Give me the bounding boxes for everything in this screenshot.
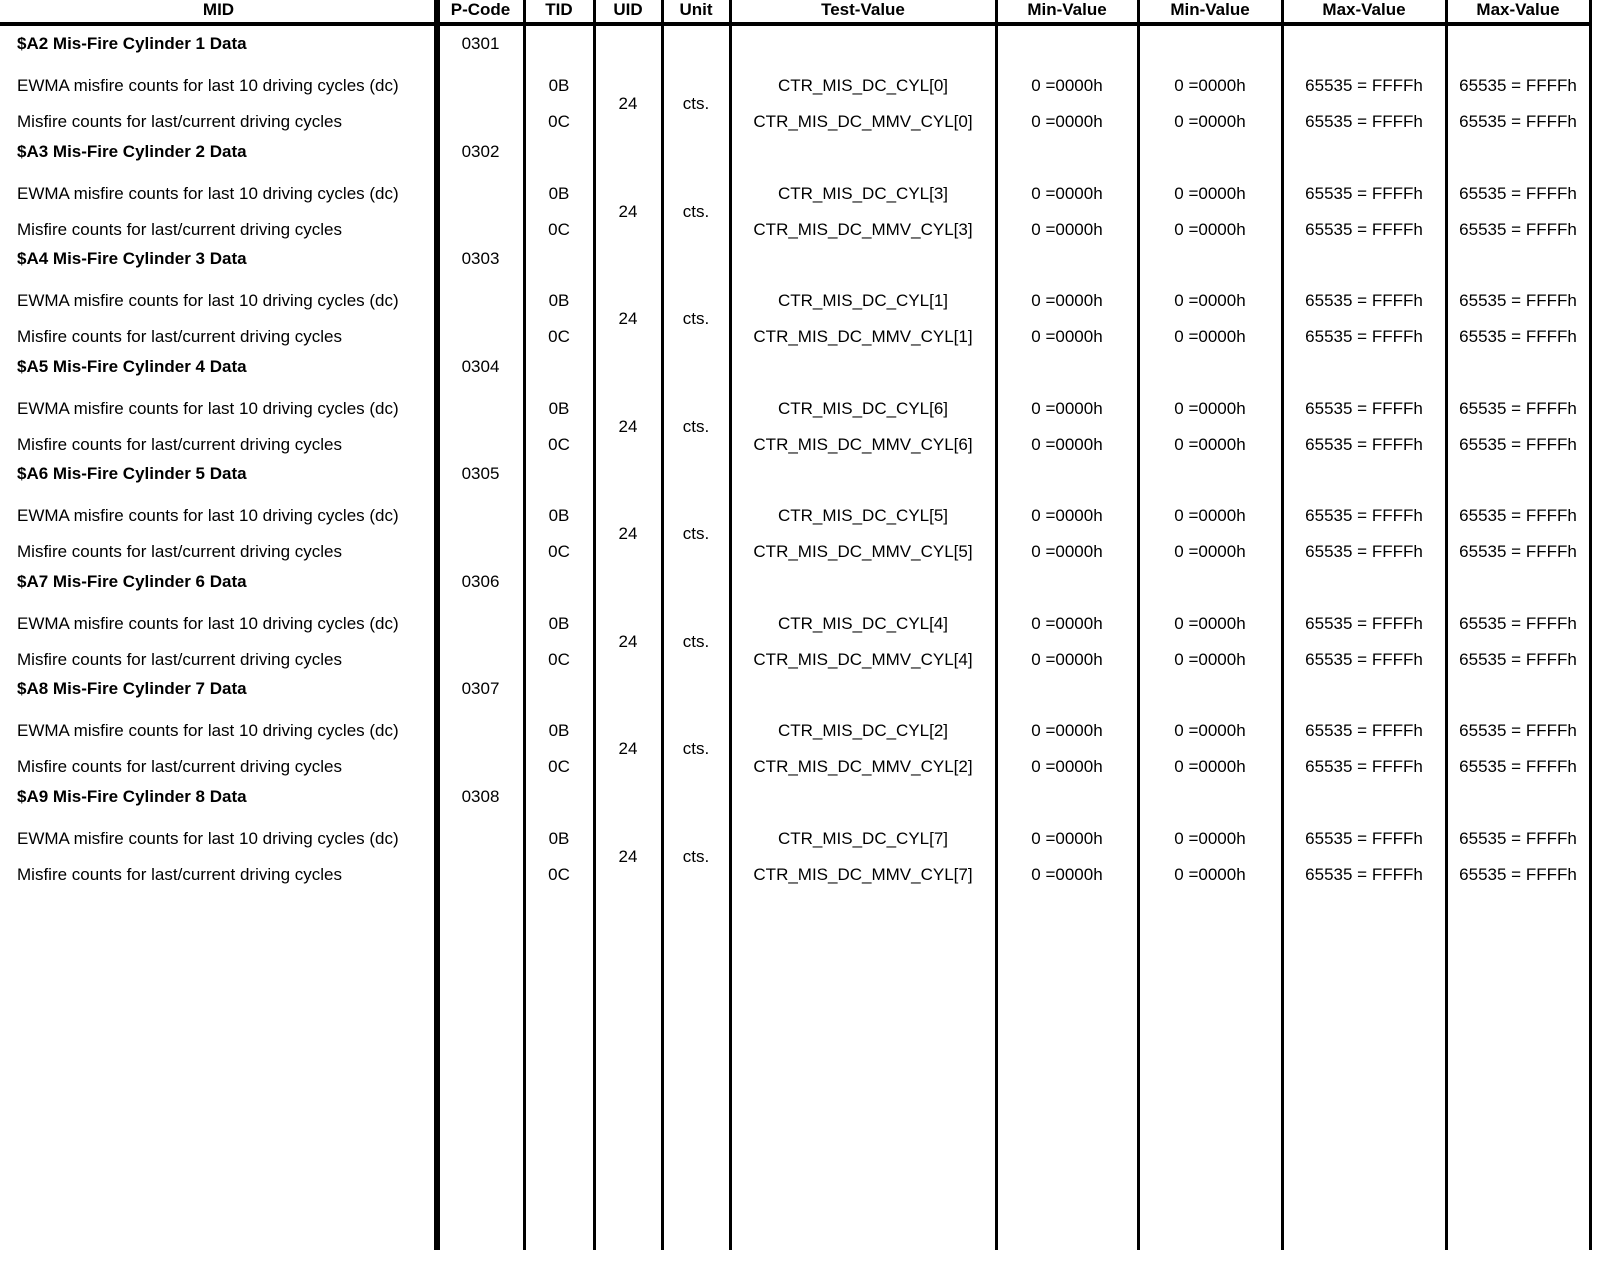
min-value-1: 0 =0000h bbox=[1031, 828, 1103, 848]
test-value: CTR_MIS_DC_MMV_CYL[3] bbox=[753, 219, 973, 239]
max-value-2: 65535 = FFFFh bbox=[1459, 398, 1577, 418]
max-value-2: 65535 = FFFFh bbox=[1459, 112, 1577, 131]
min-value-2: 0 =0000h bbox=[1174, 613, 1246, 633]
uid-value: 24 bbox=[618, 631, 638, 651]
max-value-1: 65535 = FFFFh bbox=[1305, 183, 1423, 203]
row-description: EWMA misfire counts for last 10 driving cycles (dc) bbox=[17, 291, 399, 310]
tid-value: 0C bbox=[548, 327, 570, 346]
min-value-1: 0 =0000h bbox=[1031, 649, 1103, 669]
tid-value: 0C bbox=[548, 219, 570, 239]
column-header-pcode: P-Code bbox=[450, 0, 511, 19]
min-value-2: 0 =0000h bbox=[1174, 219, 1246, 239]
uid-value: 24 bbox=[618, 524, 638, 543]
group-title: $A3 Mis-Fire Cylinder 2 Data bbox=[17, 141, 247, 161]
max-value-1: 65535 = FFFFh bbox=[1305, 649, 1423, 669]
row-description: Misfire counts for last/current driving cycles bbox=[17, 649, 342, 669]
column-header-mid: MID bbox=[202, 0, 235, 19]
test-value: CTR_MIS_DC_MMV_CYL[4] bbox=[753, 649, 973, 669]
tid-value: 0B bbox=[548, 76, 570, 95]
min-value-2: 0 =0000h bbox=[1174, 112, 1246, 131]
uid-value: 24 bbox=[618, 846, 638, 866]
tid-value: 0C bbox=[548, 864, 570, 884]
pcode: 0306 bbox=[461, 571, 500, 591]
max-value-2: 65535 = FFFFh bbox=[1459, 434, 1577, 454]
min-value-1: 0 =0000h bbox=[1031, 398, 1103, 418]
row-description: EWMA misfire counts for last 10 driving cycles (dc) bbox=[17, 398, 399, 418]
max-value-2: 65535 = FFFFh bbox=[1459, 291, 1577, 310]
max-value-2: 65535 = FFFFh bbox=[1459, 327, 1577, 346]
pcode: 0302 bbox=[461, 141, 500, 161]
unit-value: cts. bbox=[682, 94, 710, 113]
uid-value: 24 bbox=[618, 309, 638, 328]
test-value: CTR_MIS_DC_MMV_CYL[1] bbox=[753, 327, 973, 346]
min-value-1: 0 =0000h bbox=[1031, 721, 1103, 740]
min-value-2: 0 =0000h bbox=[1174, 542, 1246, 561]
min-value-1: 0 =0000h bbox=[1031, 613, 1103, 633]
column-header-test: Test-Value bbox=[821, 0, 905, 19]
max-value-2: 65535 = FFFFh bbox=[1459, 613, 1577, 633]
min-value-1: 0 =0000h bbox=[1031, 757, 1103, 776]
min-value-1: 0 =0000h bbox=[1031, 864, 1103, 884]
column-header-max2: Max-Value bbox=[1476, 0, 1560, 19]
min-value-2: 0 =0000h bbox=[1174, 649, 1246, 669]
max-value-1: 65535 = FFFFh bbox=[1305, 434, 1423, 454]
row-description: Misfire counts for last/current driving cycles bbox=[17, 219, 342, 239]
min-value-2: 0 =0000h bbox=[1174, 398, 1246, 418]
max-value-1: 65535 = FFFFh bbox=[1305, 828, 1423, 848]
test-value: CTR_MIS_DC_CYL[7] bbox=[777, 828, 949, 848]
row-description: EWMA misfire counts for last 10 driving cycles (dc) bbox=[17, 828, 399, 848]
uid-value: 24 bbox=[618, 201, 638, 221]
min-value-2: 0 =0000h bbox=[1174, 291, 1246, 310]
test-value: CTR_MIS_DC_MMV_CYL[0] bbox=[753, 112, 973, 131]
group-title: $A4 Mis-Fire Cylinder 3 Data bbox=[17, 249, 247, 268]
row-description: EWMA misfire counts for last 10 driving cycles (dc) bbox=[17, 506, 399, 525]
column-header-min1: Min-Value bbox=[1027, 0, 1107, 19]
row-description: Misfire counts for last/current driving cycles bbox=[17, 757, 342, 776]
min-value-2: 0 =0000h bbox=[1174, 721, 1246, 740]
row-description: EWMA misfire counts for last 10 driving cycles (dc) bbox=[17, 183, 399, 203]
tid-value: 0B bbox=[548, 291, 570, 310]
group-title: $A2 Mis-Fire Cylinder 1 Data bbox=[17, 34, 247, 53]
column-border bbox=[661, 0, 664, 1250]
pcode: 0305 bbox=[461, 464, 500, 483]
tid-value: 0C bbox=[548, 542, 570, 561]
max-value-2: 65535 = FFFFh bbox=[1459, 649, 1577, 669]
max-value-2: 65535 = FFFFh bbox=[1459, 183, 1577, 203]
test-value: CTR_MIS_DC_CYL[2] bbox=[777, 721, 949, 740]
test-value: CTR_MIS_DC_MMV_CYL[7] bbox=[753, 864, 973, 884]
tid-value: 0B bbox=[548, 721, 570, 740]
max-value-2: 65535 = FFFFh bbox=[1459, 757, 1577, 776]
max-value-1: 65535 = FFFFh bbox=[1305, 757, 1423, 776]
tid-value: 0B bbox=[548, 613, 570, 633]
pcode: 0308 bbox=[461, 786, 500, 806]
row-description: Misfire counts for last/current driving cycles bbox=[17, 542, 342, 561]
group-title: $A7 Mis-Fire Cylinder 6 Data bbox=[17, 571, 247, 591]
tid-value: 0C bbox=[548, 434, 570, 454]
test-value: CTR_MIS_DC_MMV_CYL[5] bbox=[753, 542, 973, 561]
group-title: $A5 Mis-Fire Cylinder 4 Data bbox=[17, 356, 247, 376]
min-value-2: 0 =0000h bbox=[1174, 864, 1246, 884]
group-title: $A8 Mis-Fire Cylinder 7 Data bbox=[17, 679, 247, 698]
min-value-2: 0 =0000h bbox=[1174, 506, 1246, 525]
test-value: CTR_MIS_DC_CYL[3] bbox=[777, 183, 949, 203]
max-value-2: 65535 = FFFFh bbox=[1459, 864, 1577, 884]
unit-value: cts. bbox=[682, 524, 710, 543]
uid-value: 24 bbox=[618, 416, 638, 436]
column-border bbox=[434, 0, 440, 1250]
min-value-2: 0 =0000h bbox=[1174, 434, 1246, 454]
unit-value: cts. bbox=[682, 846, 710, 866]
max-value-1: 65535 = FFFFh bbox=[1305, 327, 1423, 346]
max-value-1: 65535 = FFFFh bbox=[1305, 864, 1423, 884]
max-value-1: 65535 = FFFFh bbox=[1305, 721, 1423, 740]
pcode: 0304 bbox=[461, 356, 500, 376]
tid-value: 0B bbox=[548, 183, 570, 203]
min-value-1: 0 =0000h bbox=[1031, 506, 1103, 525]
min-value-2: 0 =0000h bbox=[1174, 327, 1246, 346]
min-value-1: 0 =0000h bbox=[1031, 327, 1103, 346]
row-description: Misfire counts for last/current driving cycles bbox=[17, 864, 342, 884]
group-title: $A6 Mis-Fire Cylinder 5 Data bbox=[17, 464, 247, 483]
max-value-1: 65535 = FFFFh bbox=[1305, 112, 1423, 131]
test-value: CTR_MIS_DC_CYL[6] bbox=[777, 398, 949, 418]
unit-value: cts. bbox=[682, 309, 710, 328]
min-value-2: 0 =0000h bbox=[1174, 828, 1246, 848]
min-value-1: 0 =0000h bbox=[1031, 291, 1103, 310]
min-value-1: 0 =0000h bbox=[1031, 76, 1103, 95]
unit-value: cts. bbox=[682, 631, 710, 651]
tid-value: 0C bbox=[548, 649, 570, 669]
max-value-2: 65535 = FFFFh bbox=[1459, 828, 1577, 848]
column-header-uid: UID bbox=[613, 0, 643, 19]
header-rule bbox=[0, 22, 1590, 26]
test-value: CTR_MIS_DC_MMV_CYL[6] bbox=[753, 434, 973, 454]
tid-value: 0C bbox=[548, 112, 570, 131]
pcode: 0303 bbox=[461, 249, 500, 268]
column-header-min2: Min-Value bbox=[1170, 0, 1250, 19]
max-value-1: 65535 = FFFFh bbox=[1305, 398, 1423, 418]
uid-value: 24 bbox=[618, 739, 638, 758]
group-title: $A9 Mis-Fire Cylinder 8 Data bbox=[17, 786, 247, 806]
max-value-2: 65535 = FFFFh bbox=[1459, 219, 1577, 239]
unit-value: cts. bbox=[682, 416, 710, 436]
test-value: CTR_MIS_DC_CYL[1] bbox=[777, 291, 949, 310]
max-value-2: 65535 = FFFFh bbox=[1459, 721, 1577, 740]
test-value: CTR_MIS_DC_CYL[5] bbox=[777, 506, 949, 525]
unit-value: cts. bbox=[682, 201, 710, 221]
tid-value: 0B bbox=[548, 398, 570, 418]
column-header-tid: TID bbox=[545, 0, 573, 19]
min-value-2: 0 =0000h bbox=[1174, 76, 1246, 95]
min-value-1: 0 =0000h bbox=[1031, 219, 1103, 239]
uid-value: 24 bbox=[618, 94, 638, 113]
max-value-2: 65535 = FFFFh bbox=[1459, 542, 1577, 561]
column-header-max1: Max-Value bbox=[1322, 0, 1406, 19]
pcode: 0301 bbox=[461, 34, 500, 53]
max-value-1: 65535 = FFFFh bbox=[1305, 291, 1423, 310]
min-value-1: 0 =0000h bbox=[1031, 183, 1103, 203]
test-value: CTR_MIS_DC_CYL[4] bbox=[777, 613, 949, 633]
test-value: CTR_MIS_DC_MMV_CYL[2] bbox=[753, 757, 973, 776]
max-value-2: 65535 = FFFFh bbox=[1459, 506, 1577, 525]
min-value-1: 0 =0000h bbox=[1031, 542, 1103, 561]
tid-value: 0B bbox=[548, 828, 570, 848]
max-value-1: 65535 = FFFFh bbox=[1305, 542, 1423, 561]
min-value-2: 0 =0000h bbox=[1174, 757, 1246, 776]
max-value-1: 65535 = FFFFh bbox=[1305, 506, 1423, 525]
test-value: CTR_MIS_DC_CYL[0] bbox=[777, 76, 949, 95]
max-value-1: 65535 = FFFFh bbox=[1305, 613, 1423, 633]
row-description: Misfire counts for last/current driving cycles bbox=[17, 434, 342, 454]
max-value-1: 65535 = FFFFh bbox=[1305, 219, 1423, 239]
min-value-2: 0 =0000h bbox=[1174, 183, 1246, 203]
row-description: EWMA misfire counts for last 10 driving cycles (dc) bbox=[17, 76, 399, 95]
tid-value: 0B bbox=[548, 506, 570, 525]
column-header-unit: Unit bbox=[679, 0, 713, 19]
unit-value: cts. bbox=[682, 739, 710, 758]
row-description: EWMA misfire counts for last 10 driving cycles (dc) bbox=[17, 613, 399, 633]
max-value-1: 65535 = FFFFh bbox=[1305, 76, 1423, 95]
row-description: Misfire counts for last/current driving cycles bbox=[17, 327, 342, 346]
pcode: 0307 bbox=[461, 679, 500, 698]
row-description: Misfire counts for last/current driving cycles bbox=[17, 112, 342, 131]
min-value-1: 0 =0000h bbox=[1031, 112, 1103, 131]
tid-value: 0C bbox=[548, 757, 570, 776]
row-description: EWMA misfire counts for last 10 driving cycles (dc) bbox=[17, 721, 399, 740]
max-value-2: 65535 = FFFFh bbox=[1459, 76, 1577, 95]
min-value-1: 0 =0000h bbox=[1031, 434, 1103, 454]
